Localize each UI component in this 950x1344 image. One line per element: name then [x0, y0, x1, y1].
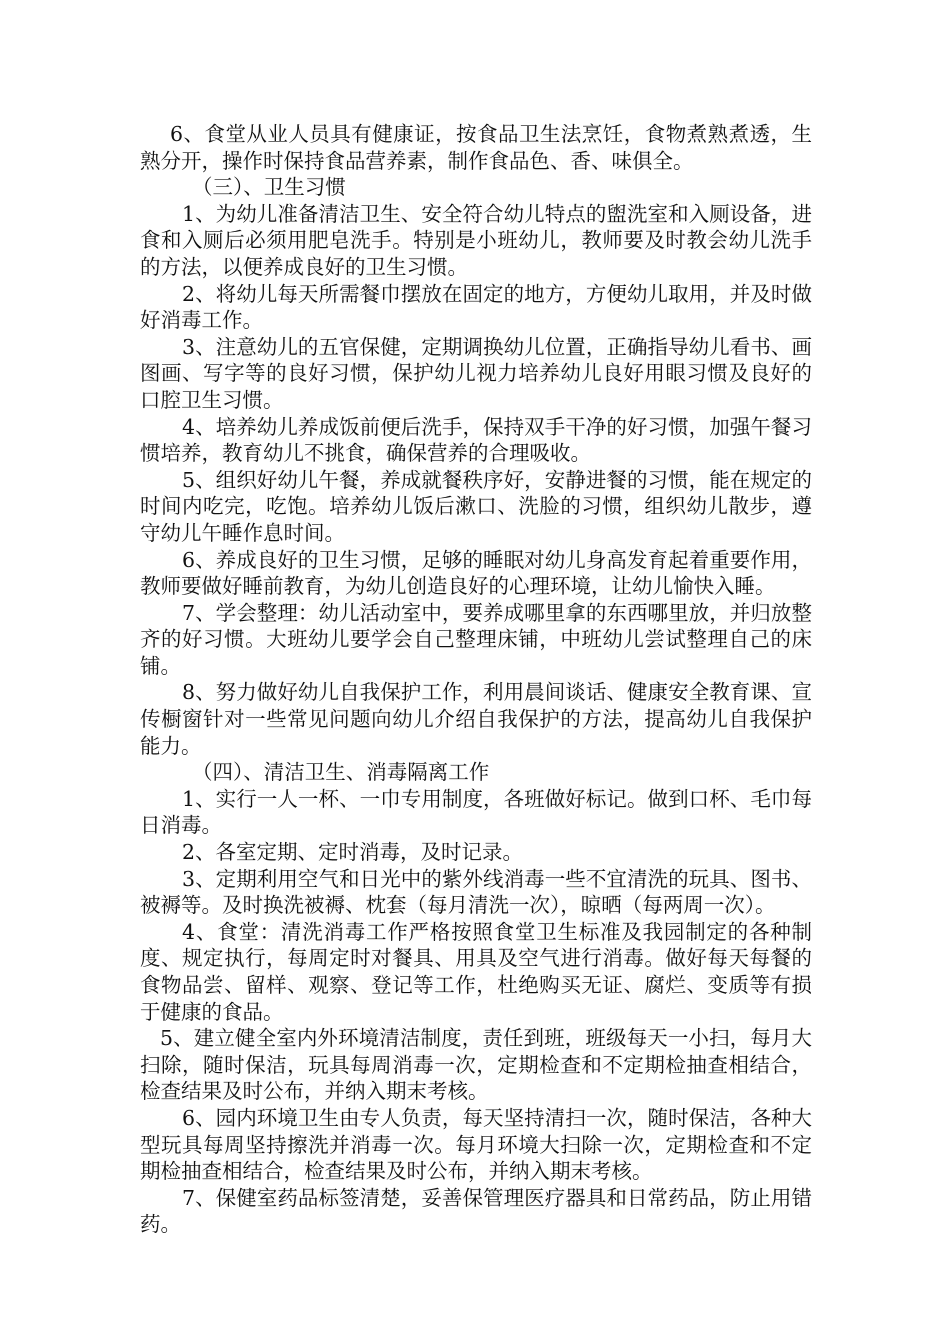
paragraph-disinfection-1: 1、实行一人一杯、一巾专用制度，各班做好标记。做到口杯、毛巾每日消毒。	[140, 786, 812, 838]
paragraph-disinfection-5: 5、建立健全室内外环境清洁制度，责任到班，班级每天一小扫，每月大扫除，随时保洁，玩具每周消毒一次，定期检查和不定期检抽查相结合，检查结果及时公布，并纳入期末考核。	[140, 1026, 812, 1104]
paragraph-disinfection-6: 6、园内环境卫生由专人负责，每天坚持清扫一次，随时保洁，各种大型玩具每周坚持擦洗并消毒一次。每月环境大扫除一次，定期检查和不定期检抽查相结合，检查结果及时公布，并纳入期末考核。	[140, 1105, 812, 1184]
paragraph-disinfection-2: 2、各室定期、定时消毒，及时记录。	[182, 840, 524, 865]
paragraph-disinfection-3: 3、定期利用空气和日光中的紫外线消毒一些不宜清洗的玩具、图书、被褥等。及时换洗被褥、枕套（每月清洗一次），晾晒（每两周一次）。	[140, 866, 812, 918]
section-heading-disinfection: （四）、清洁卫生、消毒隔离工作	[192, 760, 490, 785]
section-heading-hygiene-habits: （三）、卫生习惯	[192, 175, 346, 200]
paragraph-hygiene-2: 2、将幼儿每天所需餐巾摆放在固定的地方，方便幼儿取用，并及时做好消毒工作。	[140, 281, 812, 333]
paragraph-hygiene-8: 8、努力做好幼儿自我保护工作，利用晨间谈话、健康安全教育课、宣传橱窗针对一些常见问题向幼儿介绍自我保护的方法，提高幼儿自我保护能力。	[140, 680, 812, 758]
paragraph-hygiene-7: 7、学会整理：幼儿活动室中，要养成哪里拿的东西哪里放，并归放整齐的好习惯。大班幼儿要学会自己整理床铺，中班幼儿尝试整理自己的床铺。	[140, 600, 812, 678]
paragraph-hygiene-5: 5、组织好幼儿午餐，养成就餐秩序好，安静进餐的习惯，能在规定的时间内吃完，吃饱。培养幼儿饭后漱口、洗脸的习惯，组织幼儿散步，遵守幼儿午睡作息时间。	[140, 467, 812, 545]
paragraph-hygiene-1: 1、为幼儿准备清洁卫生、安全符合幼儿特点的盥洗室和入厕设备，进食和入厕后必须用肥皂洗手。特别是小班幼儿，教师要及时教会幼儿洗手的方法，以便养成良好的卫生习惯。	[140, 201, 812, 279]
paragraph-hygiene-3: 3、注意幼儿的五官保健，定期调换幼儿位置，正确指导幼儿看书、画图画、写字等的良好习惯，保护幼儿视力培养幼儿良好用眼习惯及良好的口腔卫生习惯。	[140, 334, 812, 412]
paragraph-canteen-staff: 6、食堂从业人员具有健康证，按食品卫生法烹饪，食物煮熟煮透，生熟分开，操作时保持食品营养素，制作食品色、香、味俱全。	[140, 122, 812, 173]
paragraph-disinfection-7: 7、保健室药品标签清楚，妥善保管理医疗器具和日常药品，防止用错药。	[140, 1185, 812, 1237]
document-body	[140, 121, 812, 1238]
paragraph-hygiene-6: 6、养成良好的卫生习惯，足够的睡眠对幼儿身高发育起着重要作用，教师要做好睡前教育，为幼儿创造良好的心理环境，让幼儿愉快入睡。	[140, 547, 812, 599]
paragraph-disinfection-4: 4、食堂：清洗消毒工作严格按照食堂卫生标准及我园制定的各种制度、规定执行，每周定时对餐具、用具及空气进行消毒。做好每天每餐的食物品尝、留样、观察、登记等工作，杜绝购买无证、腐烂、变质等有损于健康的食品。	[140, 919, 812, 1024]
paragraph-hygiene-4: 4、培养幼儿养成饭前便后洗手，保持双手干净的好习惯，加强午餐习惯培养，教育幼儿不挑食，确保营养的合理吸收。	[140, 414, 812, 466]
